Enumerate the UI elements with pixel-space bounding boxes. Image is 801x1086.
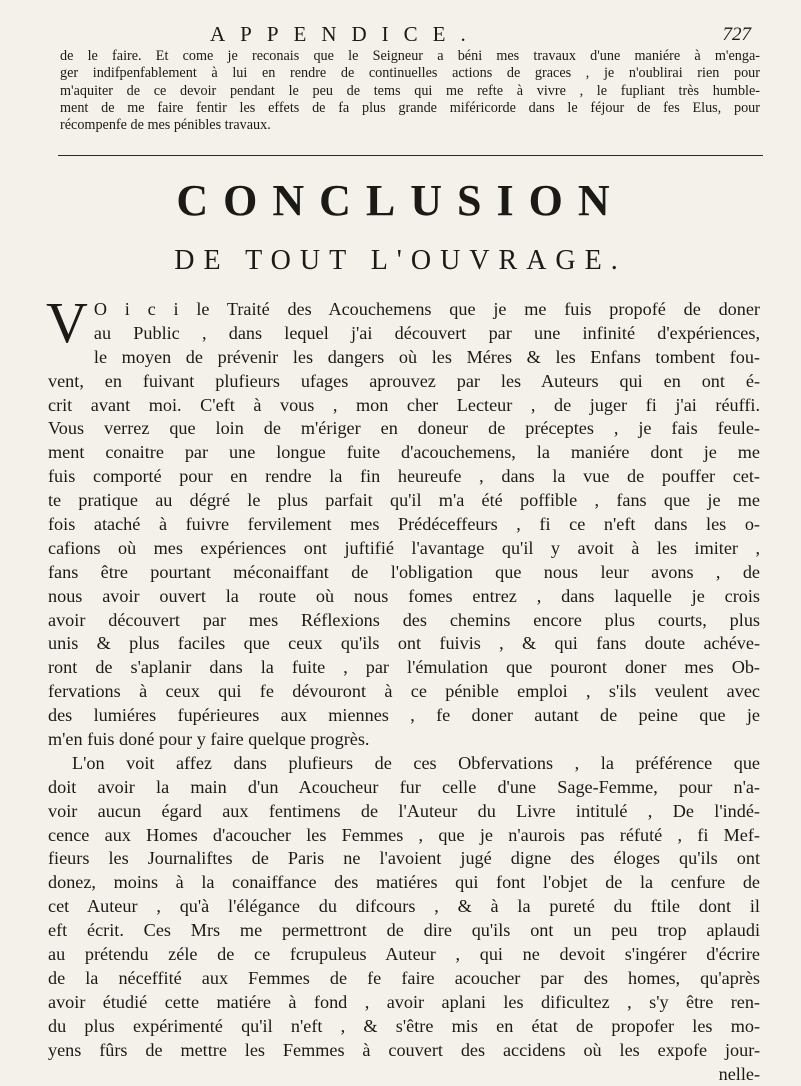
text-line: de la néceffité aux Femmes de fe faire acoucher par des homes, qu'après [48,967,760,991]
text-line: ment conaitre par une longue fuite d'acouchemens, la maniére dont je me [48,441,760,465]
text-line: récompenfe de mes pénibles travaux. [60,117,760,134]
text-line: yens fûrs de mettre les Femmes à couvert des accidens où les expofe jour- [48,1039,760,1063]
text-line: m'aquiter de ce devoir pendant le peu de tems qui me refte à vivre , le fupliant très humble- [60,83,760,100]
text-line: au Public , dans lequel j'ai découvert par une infinité d'expériences, [94,322,760,346]
text-line: voir aucun égard aux fentimens de l'Auteur du Livre intitulé , De l'indé- [48,800,760,824]
text-line: ment de me faire fentir les effets de fa plus grande miféricorde dans le féjour de fes Elus, pour [60,100,760,117]
text-line: m'en fuis doné pour y faire quelque progrès. [48,728,760,752]
text-line: unis & plus faciles que ceux qu'ils ont fuivis , & qui fans doute achéve- [48,632,760,656]
text-line: des lumiéres fupérieures aux miennes , fe doner autant de peine que je [48,704,760,728]
text-line: fois ataché à fuivre fervilement mes Prédéceffeurs , fi ce n'eft dans les o- [48,513,760,537]
running-head-title: APPENDICE. [210,22,481,47]
text-line: doit avoir la main d'un Acoucheur fur celle d'une Sage-Femme, pour n'a- [48,776,760,800]
text-line: le moyen de prévenir les dangers où les Méres & les Enfans tombent fou- [94,346,760,370]
catchword: nelle- [48,1063,760,1086]
text-line: cafions où mes expériences ont juftifié l'avantage qu'il y avoit à les imiter , [48,537,760,561]
body-text [48,298,760,1086]
section-title: CONCLUSION [0,175,801,226]
text-line: fieurs les Journaliftes de Paris ne l'avoient jugé digne des éloges qu'ils ont [48,847,760,871]
section-subtitle: DE TOUT L'OUVRAGE. [0,245,801,277]
text-line: nous avoir ouvert la route où nous fomes entrez , dans laquelle je crois [48,585,760,609]
text-line: ront de s'aplanir dans la fuite , par l'émulation que pouront doner mes Ob- [48,656,760,680]
text-line: fans être pourtant méconaiffant de l'obligation que nous leur avons , de [48,561,760,585]
page-number: 727 [723,24,752,46]
closing-paragraph [60,48,760,134]
running-head [210,22,751,46]
text-line: crit avant moi. C'eft à vous , mon cher Lecteur , de juger fi j'ai réuffi. [48,394,760,418]
text-line: O i c i le Traité des Acouchemens que je me fuis propofé de doner [94,298,760,322]
section-divider [58,155,763,156]
text-line: donez, moins à la conaiffance des matiéres qui font l'objet de la cenfure de [48,871,760,895]
text-line: ger indifpenfablement à lui en rendre de continuelles actions de graces , je n'oublirai rien pour [60,65,760,82]
text-line: au prétendu zéle de ce fcrupuleus Auteur , qui ne devoit s'ingérer d'écrire [48,943,760,967]
text-line: cet Auteur , qu'à l'élégance du difcours , & à la pureté du ftile dont il [48,895,760,919]
text-line: avoir découvert par mes Réflexions des chemins encore plus courts, plus [48,609,760,633]
drop-cap: V [46,300,88,346]
text-line: avoir étudié cette matiére à fond , avoir aplani les dificultez , s'y être ren- [48,991,760,1015]
text-line: te pratique au dégré le plus parfait qu'il m'a été poffible , fans que je me [48,489,760,513]
text-line: Vous verrez que loin de m'ériger en doneur de préceptes , je fais feule- [48,417,760,441]
text-line: du plus expérimenté qu'il n'eft , & s'être mis en état de propofer les mo- [48,1015,760,1039]
text-line: fuis comporté pour en rendre la fin heureufe , dans la vue de pouffer cet- [48,465,760,489]
text-line: L'on voit affez dans plufieurs de ces Obfervations , la préférence que [48,752,760,776]
text-line: vent, en fuivant plufieurs ufages aprouvez par les Auteurs qui en ont é- [48,370,760,394]
text-line: fervations à ceux qui fe dévouront à ce pénible emploi , s'ils veulent avec [48,680,760,704]
text-line: de le faire. Et come je reconais que le Seigneur a béni mes travaux d'une maniére à m'enga- [60,48,760,65]
text-line: cence aux Homes d'acoucher les Femmes , que je n'aurois pas réfuté , fi Mef- [48,824,760,848]
text-line: eft écrit. Ces Mrs me permettront de dire qu'ils ont un peu trop aplaudi [48,919,760,943]
